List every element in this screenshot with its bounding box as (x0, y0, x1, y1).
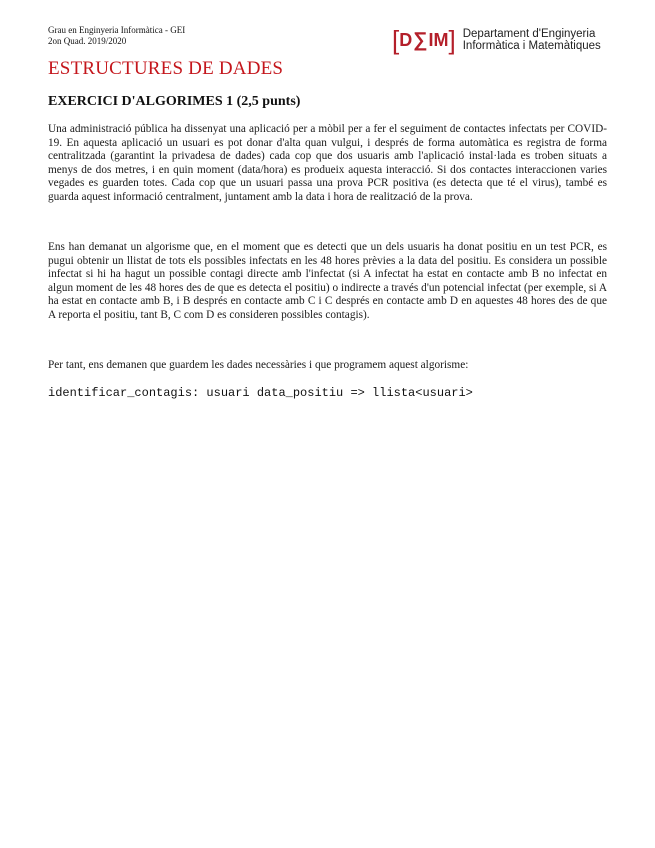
department-name-line2: Informàtica i Matemàtiques (462, 40, 601, 52)
paragraph-task: Per tant, ens demanen que guardem les dades necessàries i que programem aquest algorisme: (48, 359, 469, 371)
department-name (463, 28, 601, 52)
course-header (48, 25, 185, 47)
course-name: Grau en Enginyeria Informàtica - GEI (48, 25, 186, 35)
page-title: ESTRUCTURES DE DADES (48, 58, 284, 79)
exercise-heading: EXERCICI D'ALGORIMES 1 (2,5 punts) (48, 94, 301, 109)
department-logo (392, 27, 601, 53)
course-term: 2on Quad. 2019/2020 (48, 36, 127, 46)
paragraph-context: Una administració pública ha dissenyat una aplicació per a mòbil per a fer el seguiment de contactes infectats per COVID-19. En aquesta aplicació un usuari es pot donar d'alta quan vulgui, i després de forma automàtica es registra de forma centralitzada (garantint la privadesa de dades) cada cop que dos usuaris amb l'aplicació instal·lada es troben situats a menys de dos metres, i en quin moment (data/hora) es produeix aquesta interacció. Si dos contactes interaccionen varies vegades es guarden totes. Cada cop que un usuari passa una prova PCR positiva (es detecta que té el virus), també es guarda aquest informació centralment, juntament amb la data i hora de realització de la prova. (48, 123, 607, 203)
paragraph-requirements: Ens han demanat un algorisme que, en el moment que es detecti que un dels usuaris ha donat positiu en un test PCR, es pugui obtenir un llistat de tots els possibles infectats en les 48 hores prèvies a la data del positiu. Es considera un possible infectat si hi ha hagut un possible contagi directe amb l'infectat (si A infectat ha estat en contacte amb B no infectat en algun moment de les 48 hores des de que es detecta el positiu) o indirecte a través d'un potencial infectat (per exemple, si A ha estat en contacte amb B, i B després en contacte amb C i C després en contacte amb D en aquestes 48 hores des de que A reporta el positiu, tant B, C com D es consideren possibles contagis). (48, 241, 607, 321)
deim-logo-icon: [ D ∑ IM ] (392, 25, 456, 55)
function-signature: identificar_contagis: usuari data_positiu => llista<usuari> (48, 386, 473, 400)
department-name-line1: Departament d'Enginyeria (462, 28, 596, 40)
